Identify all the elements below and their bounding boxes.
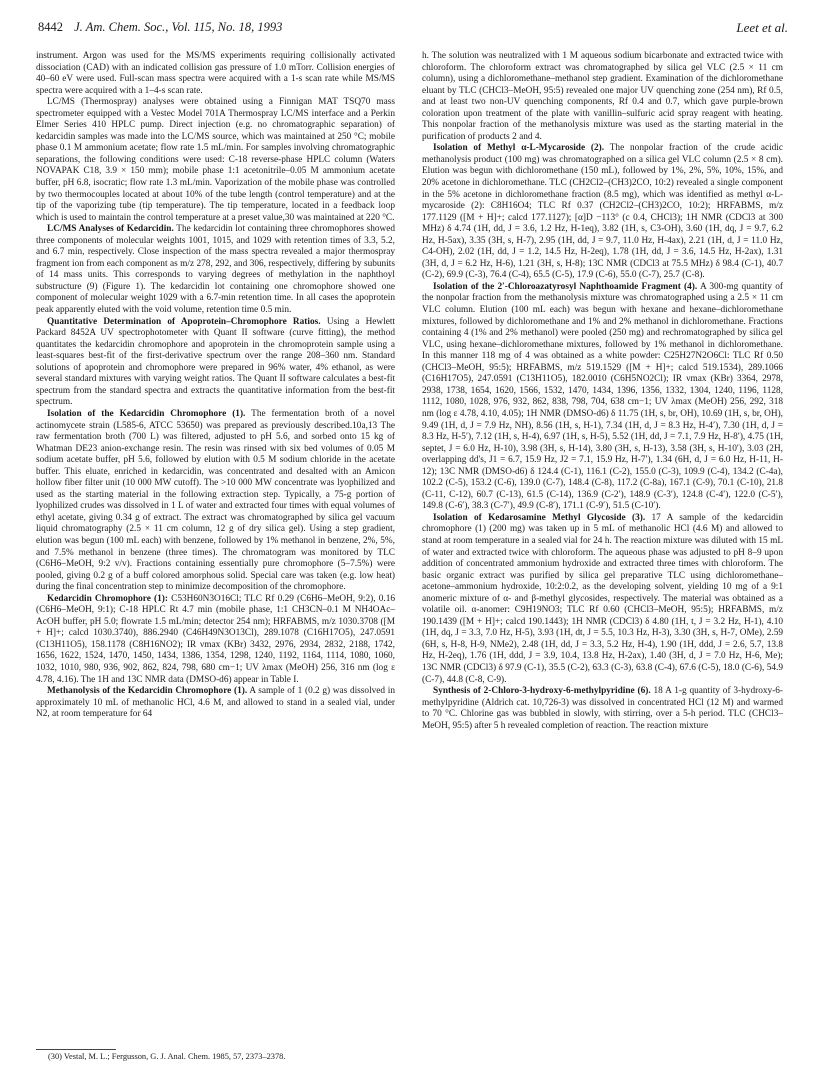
footnote: (30) Vestal, M. L.; Fergusson, G. J. Anal. Chem. 1985, 57, 2373–2378. xyxy=(48,1052,286,1061)
paragraph xyxy=(422,282,783,513)
paragraph-text: The kedarcidin lot containing three chromophores showed three components of molecular weights 1001, 1015, and 1029 with retention times of 3.3, 5.2, and 6.7 min, respectively. Close inspection of the mass spectra revealed a major thermospray fragment ion from each component as m/z 278, 292, and 306, respectively, differing by subunits of 14 mass units. This corresponds to varying degrees of methylation in the naphthoyl substructure (9) (Figure 1). The kedarcidin lot containing one chromophore showed one component of molecular weight 1029 with a 6.7-min retention time. In all cases the apoprotein peak apparently eluted with the void volume, retention time 0.5 min. xyxy=(36,224,395,316)
paragraph-text: The fermentation broth of a novel actinomycete strain (L585-6, ATCC 53650) was prepared as previously described.10a,13 The raw fermentation broth (700 L) was filtered, adjusted to pH 5.6, and sorbed onto 15 kg of Whatman DE23 anion-exchange resin. The resin was rinsed with six bed volumes of 0.05 M sodium acetate buffer, pH 5.6, followed by elution with 0.5 M sodium chloride in the acetate buffer. This eluate, enriched in kedarcidin, was concentrated and desalted with an Amicon hollow fiber filter unit (10 000 MW cutoff). The >10 000 MW concentrate was lyophilized and used as the starting material in the following extraction step. Typically, a 75-g portion of lyophilized crudes was dissolved in 1 L of water and extracted four times with equal volumes of ethyl acetate, giving 0.34 g of extract. The extract was chromatographed by silica gel vacuum liquid chromatography (2.5 × 11 cm column, 12 g of dry silica gel). Using a step gradient, elution was begun (100 mL each) with benzene, followed by 1% methanol in benzene, 2%, 5%, and 7.5% methanol in benzene (three times). The chromatogram was monitored by TLC (C6H6–MeOH, 9:2 v/v). Fractions containing essentially pure chromophore (5–7.5%) were pooled, giving 0.2 g of a buff colored amorphous solid. Special care was taken (e.g. low heat) during the final concentration step to minimize decomposition of the chromophore. xyxy=(36,408,395,593)
paragraph xyxy=(36,224,395,316)
paragraph xyxy=(422,51,783,143)
section-heading: LC/MS Analyses of Kedarcidin. xyxy=(47,224,174,235)
page-number: 8442 xyxy=(38,20,63,34)
paragraph xyxy=(36,317,395,409)
section-heading: Isolation of Kedarosamine Methyl Glycoside (3). xyxy=(433,512,646,523)
right-column xyxy=(422,51,783,732)
section-heading: Isolation of the 2′-Chloroazatyrosyl Naphthoamide Fragment (4). xyxy=(433,281,698,292)
header-authors: Leet et al. xyxy=(736,20,788,35)
paragraph xyxy=(422,513,783,686)
section-heading: Isolation of the Kedarcidin Chromophore (1). xyxy=(47,408,246,419)
paragraph-text: Using a Hewlett Packard 8452A UV spectrophotometer with Quant II software (curve fitting), the method quantitates the kedarcidin chromophore and apoprotein in the chromoprotein sample using a least-squares best-fit of the first-derivative spectrum over the range 208–360 nm. Standard solutions of apoprotein and chromophore were prepared in 96% water, 4% ethanol, as were several standard mixtures with varying weight ratios. The Quant II software calculates a best-fit spectrum from the standard spectra and extracts the quantitative information from the best-fit spectrum. xyxy=(36,316,396,408)
running-header xyxy=(38,20,788,40)
paragraph-text: 17 A sample of the kedarcidin chromophore (1) (200 mg) was taken up in 5 mL of methanolic HCl (4.6 M) and allowed to stand at room temperature in a sealed vial for 24 h. The reaction mixture was diluted with 15 mL of water and extracted twice with chloroform. The aqueous phase was adjusted to pH 8–9 upon addition of concentrated ammonium hydroxide and extracted three times with chloroform. The basic organic extract was purified by silica gel preparative TLC using dichloromethane–acetone–ammonium hydroxide, 10:2:0.2, as the developing solvent, yielding 10 mg of a 9:1 anomeric mixture of α- and β-methyl glycosides, respectively. The material was obtained as a volatile oil. α-anomer: C9H19NO3; TLC Rf 0.60 (CHCl3–MeOH, 95:5); HRFABMS, m/z 190.1439 ([M + H]+; calcd 190.1443); 1H NMR (CDCl3) δ 4.80 (1H, t, J = 3.2 Hz, H-1), 4.10 (1H, dq, J = 3.3, 7.0 Hz, H-5), 3.93 (1H, dt, J = 5.5, 10.3 Hz, H-3), 3.30 (3H, s, H-7, OMe), 2.59 (6H, s, H-8, H-9, NMe2), 2.48 (1H, dd, J = 3.3, 5.2 Hz, H-4), 1.90 (1H, ddd, J = 2.6, 5.7, 13.8 Hz, H-2eq), 1.76 (1H, ddd, J = 3.9, 10.4, 13.8 Hz, H-2ax), 1.40 (3H, d, J = 7.0 Hz, H-6, Me); 13C NMR (CDCl3) δ 97.9 (C-1), 35.5 (C-2), 63.3 (C-3), 63.8 (C-4), 67.6 (C-5), 18.0 (C-6), 54.9 (C-7), 44.8 (C-8, C-9). xyxy=(422,512,784,685)
paragraph xyxy=(422,686,783,732)
paragraph xyxy=(36,51,395,97)
section-heading: Synthesis of 2-Chloro-3-hydroxy-6-methylpyridine (6). xyxy=(433,686,651,697)
paragraph-text: A sample of 1 (0.2 g) was dissolved in approximately 10 mL of methanolic HCl, 4.6 M, and allowed to stand in a sealed vial, under N2, at room temperature for 64 xyxy=(36,686,395,720)
footnote-divider xyxy=(36,1049,116,1050)
paragraph xyxy=(36,409,395,594)
left-column xyxy=(36,51,395,721)
header-left xyxy=(38,20,282,35)
paragraph xyxy=(422,143,783,282)
journal-citation: J. Am. Chem. Soc., Vol. 115, No. 18, 1993 xyxy=(74,20,283,34)
section-heading: Quantitative Determination of Apoprotein–Chromophore Ratios. xyxy=(47,316,321,327)
paragraph-text: A 300-mg quantity of the nonpolar fraction from the methanolysis mixture was chromatographed using a 2.5 × 11 cm VLC column. Elution (100 mL each) was begun with hexane and hexane–dichloromethane mixtures, followed by dichloromethane and 1% and 2% methanol in dichloromethane. Fractions containing 4 (1% and 2% methanol) were pooled (250 mg) and rechromatographed by silica gel VLC, using hexane–dichloromethane mixtures, followed by 1% methanol in dichloromethane. In this manner 118 mg of 4 was obtained as a white powder: C25H27N2O6Cl: TLC Rf 0.50 (CHCl3–MeOH, 95:5); HRFABMS, m/z 519.1529 ([M + H]+; calcd 519.1534), 289.1066 (C16H17O5), 247.0591 (C13H11O5), 182.0010 (C6H5NO2Cl); IR νmax (KBr) 3364, 2978, 2938, 1738, 1654, 1620, 1566, 1532, 1470, 1434, 1396, 1356, 1332, 1304, 1240, 1196, 1128, 1112, 1080, 1028, 976, 932, 862, 838, 798, 704, 638 cm−1; UV λmax (MeOH) 256, 292, 318 nm (log ε 4.78, 4.10, 4.05); 1H NMR (DMSO-d6) δ 11.75 (1H, s, br, OH), 10.69 (1H, s, br, OH), 9.49 (1H, d, J = 7.9 Hz, NH), 8.56 (1H, s, H-1), 7.34 (1H, d, J = 8.3 Hz, H-4′), 7.30 (1H, d, J = 8.3 Hz, H-5′), 7.12 (1H, s, H-4), 6.97 (1H, s, H-5), 5.52 (1H, dd, J = 7.1, 7.9 Hz, H-8′), 4.75 (1H, septet, J = 6.0 Hz, H-10), 3.98 (3H, s, H-14), 3.80 (3H, s, H-13), 3.58 (3H, s, H-10′), 3.03 (2H, overlapping dd's, J1 = 6.7, 15.9 Hz, J2 = 7.1, 15.9 Hz, H-7′), 1.34 (6H, d, J = 6.0 Hz, H-11, H-12); 13C NMR (DMSO-d6) δ 124.4 (C-1), 116.1 (C-2), 155.0 (C-3), 109.9 (C-4), 134.2 (C-4a), 102.2 (C-5), 153.2 (C-6), 139.0 (C-7), 148.4 (C-8), 117.2 (C-8a), 167.1 (C-9), 70.1 (C-10), 21.8 (C-11, C-12), 60.7 (C-13), 61.5 (C-14), 136.9 (C-2′), 148.9 (C-3′), 124.8 (C-4′), 122.0 (C-5′), 149.8 (C-6′), 38.3 (C-7′), 49.9 (C-8′), 171.1 (C-9′), 51.5 (C-10′). xyxy=(422,281,783,512)
paragraph xyxy=(36,594,395,686)
paragraph xyxy=(36,686,395,721)
section-heading: Kedarcidin Chromophore (1): xyxy=(47,593,168,604)
paragraph-text: The nonpolar fraction of the crude acidic methanolysis product (100 mg) was chromatographed on a silica gel VLC column (2.5 × 8 cm). Elution was begun with dichloromethane (150 mL), followed by 1%, 2%, 5%, 10%, 15%, and 20% acetone in dichloromethane. TLC (CH2Cl2–(CH3)2CO, 10:2) revealed a single component in the 5% acetone in dichloromethane fraction (8.5 mg), which was identified as methyl α-L-mycaroside (2): C8H16O4; TLC Rf 0.37 (CH2Cl2–(CH3)2CO, 10:2); HRFABMS, m/z 177.1129 ([M + H]+; calcd 177.1127); [α]D −113° (c 0.4, CHCl3); 1H NMR (CDCl3 at 300 MHz) δ 4.74 (1H, dd, J = 3.6, 1.2 Hz, H-1eq), 3.82 (1H, s, C3-OH), 3.60 (1H, dq, J = 9.7, 6.2 Hz, H-5ax), 3.35 (3H, s, H-7), 2.95 (1H, dd, J = 9.7, 11.0 Hz, H-4ax), 2.21 (1H, d, J = 11.0 Hz, C4-OH), 2.02 (1H, dd, J = 1.2, 14.5 Hz, H-2eq), 1.78 (1H, dd, J = 3.6, 14.5 Hz, H-2ax), 1.31 (3H, d, J = 6.2 Hz, H-6), 1.21 (3H, s, H-8); 13C NMR (CDCl3 at 75.5 MHz) δ 98.4 (C-1), 40.7 (C-2), 69.9 (C-3), 76.4 (C-4), 65.5 (C-5), 17.9 (C-6), 55.0 (C-7), 25.7 (C-8). xyxy=(422,143,784,281)
paragraph xyxy=(36,97,395,224)
section-heading: Methanolysis of the Kedarcidin Chromophore (1). xyxy=(47,686,248,697)
section-heading: Isolation of Methyl α-L-Mycaroside (2). xyxy=(433,143,605,154)
paragraph-text: C53H60N3O16Cl; TLC Rf 0.29 (C6H6–MeOH, 9:2), 0.16 (C6H6–MeOH, 9:1); C-18 HPLC Rt 4.7 min (mobile phase, 1:1 CH3CN–0.1 M NH4OAc–AcOH buffer, pH 5.0; flowrate 1.5 mL/min; detector 254 nm); HRFABMS, m/z 1030.3708 ([M + H]+; calcd 1030.3740), 886.2940 (C46H49N3O13Cl), 289.1078 (C16H17O5), 247.0591 (C13H11O5), 158.1178 (C8H16NO2); IR νmax (KBr) 3432, 2976, 2934, 2832, 2188, 1742, 1656, 1622, 1524, 1470, 1450, 1434, 1386, 1354, 1298, 1240, 1192, 1164, 1114, 1080, 1060, 1032, 1010, 980, 936, 902, 862, 824, 798, 680 cm−1; UV λmax (MeOH) 256, 316 nm (log ε 4.78, 4.16). The 1H and 13C NMR data (DMSO-d6) appear in Table I. xyxy=(36,593,396,685)
paragraph-text: h. The solution was neutralized with 1 M aqueous sodium bicarbonate and extracted twice with chloroform. The chloroform extract was chromatographed by silica gel VLC (2.5 × 11 cm column), using a dichloromethane–methanol step gradient. Examination of the dichloromethane eluant by TLC (CHCl3–MeOH, 95:5) revealed one major UV quenching zone (254 nm), Rf 0.5, and at least two non-UV quenching components, Rf 0.4 and 0.7, which gave purple-brown coloration upon treatment of the plate with vanillin–sulfuric acid spray reagent with heating. This nonpolar fraction of the methanolysis mixture was used as the starting material in the purification of products 2 and 4. xyxy=(422,51,783,142)
paragraph-text: instrument. Argon was used for the MS/MS experiments requiring collisionally activated dissociation (CAD) with an indicated collision gas pressure of 1.0 mTorr. Collision energies of 40–60 eV were used. Full-scan mass spectra were acquired with a 1-s scan rate while MS/MS spectra were acquired with a 1–4-s scan rate. xyxy=(36,51,395,96)
paragraph-text: LC/MS (Thermospray) analyses were obtained using a Finnigan MAT TSQ70 mass spectrometer equipped with a Vestec Model 701A Thermospray LC/MS interface and a Perkin Elmer Series 410 HPLC pump. Direct injection (e.g. no chromatographic separation) of kedarcidin samples was made into the LC/MS source, which was maintained at 250 °C; mobile phase 0.1 M ammonium acetate; flow rate 1.5 mL/min. For samples involving chromatographic separations, the following conditions were used: C-18 reverse-phase HPLC column (Waters NOVAPAK C18, 3.9 × 150 mm); mobile phase 1:1 acetonitrile–0.05 M ammonium acetate buffer, pH 6.8, isocratic; flow rate 1.3 mL/min. Vaporization of the mobile phase was controlled by two thermocouples located at about 10% of the tube length (control temperature) and at the tip of the vaporizing tube (tip temperature). The tip temperature, located in a feedback loop which is used to maintain the control temperature at a preset value,30 was maintained at 220 °C. xyxy=(36,97,395,223)
paragraph-text: 18 A 1-g quantity of 3-hydroxy-6-methylpyridine (Aldrich cat. 10,726-3) was dissolved in concentrated HCl (12 M) and warmed to 70 °C. Chlorine gas was bubbled in slowly, with stirring, over a 5-h period. TLC (CHCl3–MeOH, 95:5) after 5 h revealed completion of reaction. The reaction mixture xyxy=(422,686,783,731)
